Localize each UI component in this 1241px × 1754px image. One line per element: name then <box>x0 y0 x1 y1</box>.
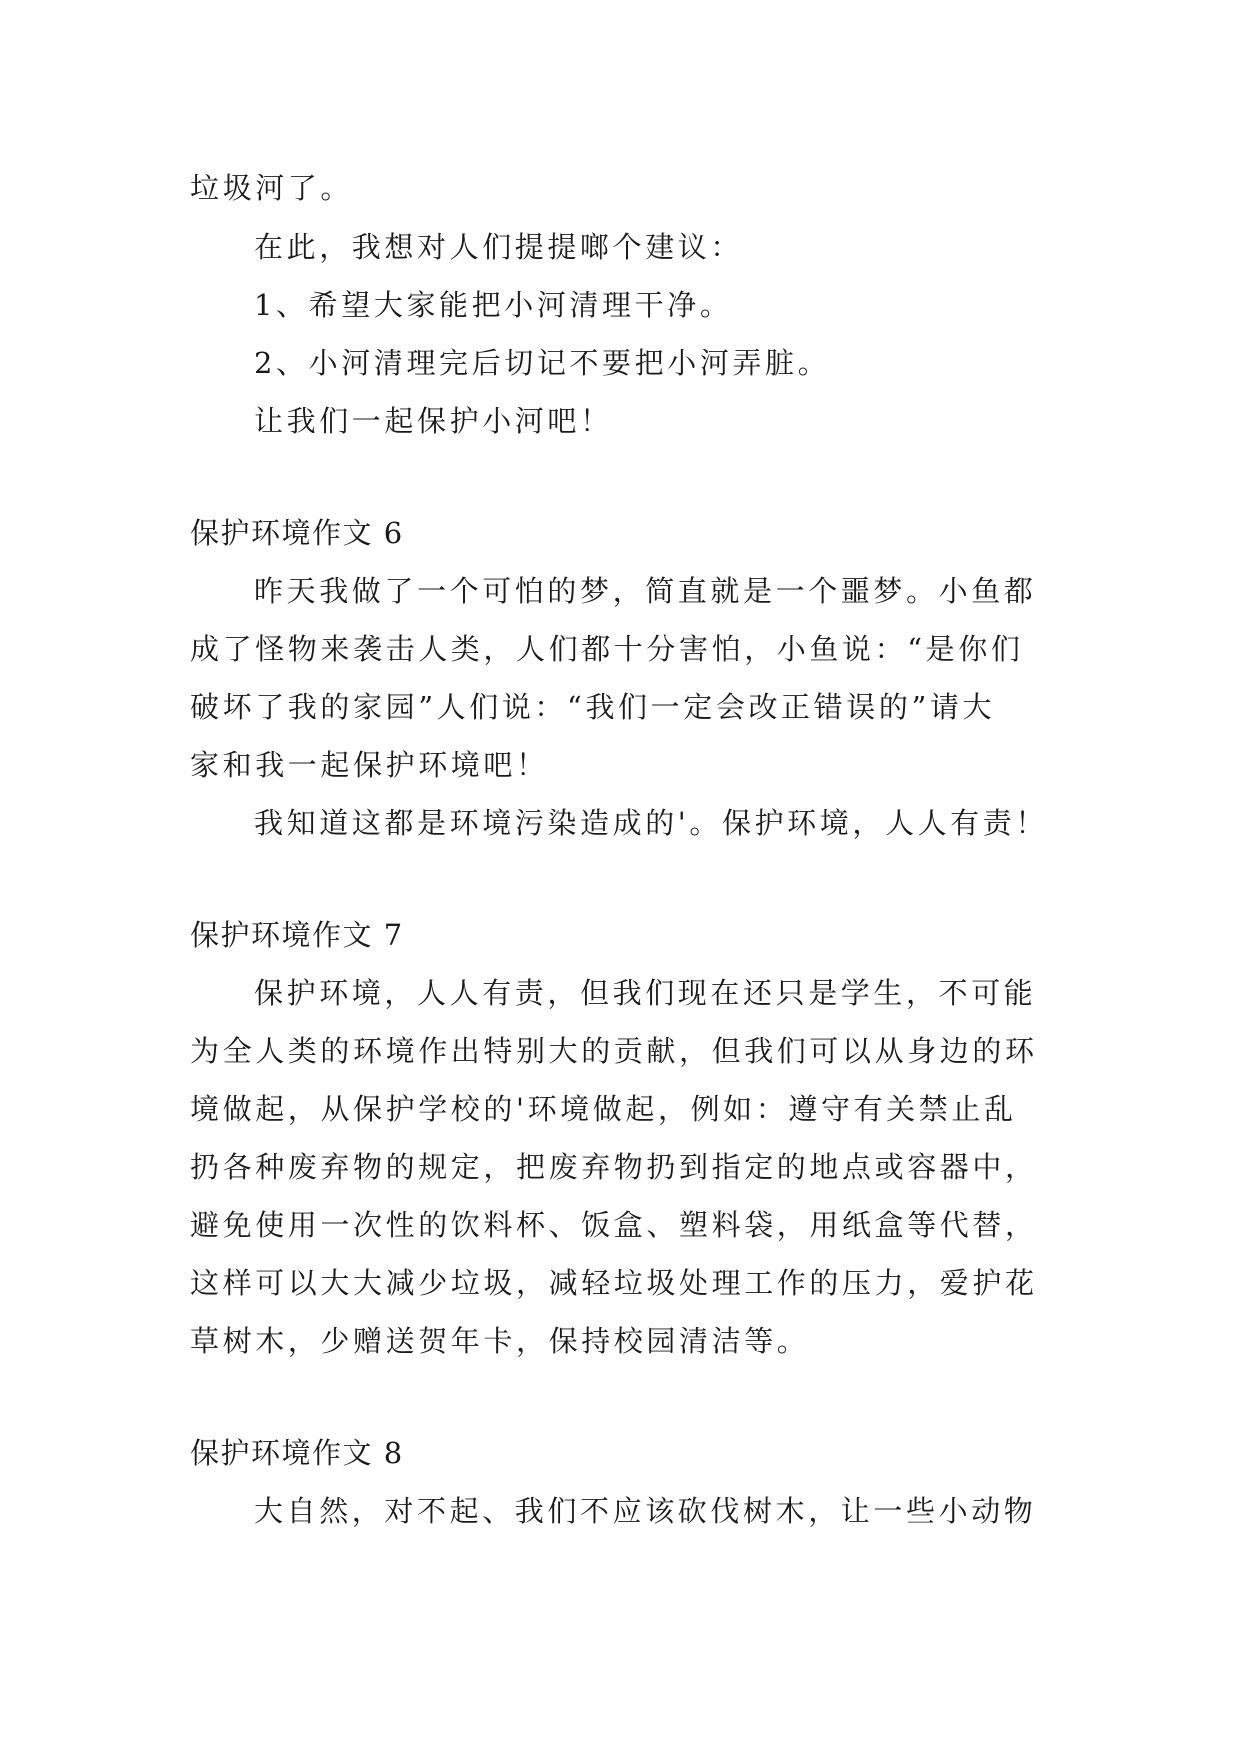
section6-line: 我知道这都是环境污染造成的'。保护环境，人人有责！ <box>254 806 1048 840</box>
section7-line: 境做起，从保护学校的'环境做起，例如：遵守有关禁止乱 <box>190 1092 1017 1126</box>
continuation-line: 垃圾河了。 <box>190 171 354 205</box>
section6-line: 家和我一起保护环境吧！ <box>190 748 549 782</box>
section8-line: 大自然，对不起、我们不应该砍伐树木，让一些小动物 <box>254 1494 1037 1528</box>
section7-line: 这样可以大大减少垃圾，减轻垃圾处理工作的压力，爱护花 <box>190 1266 1038 1300</box>
section6-line: 成了怪物来袭击人类，人们都十分害怕，小鱼说：“是你们 <box>190 632 1024 666</box>
section-heading-8: 保护环境作文 8 <box>190 1436 404 1470</box>
paragraph-suggestion-2: 2、小河清理完后切记不要把小河弄脏。 <box>254 346 831 380</box>
section-heading-6: 保护环境作文 6 <box>190 516 404 550</box>
paragraph-closing: 让我们一起保护小河吧！ <box>254 404 613 438</box>
section7-line: 保护环境，人人有责，但我们现在还只是学生，不可能 <box>254 976 1037 1010</box>
section7-line: 为全人类的环境作出特别大的贡献，但我们可以从身边的环 <box>190 1034 1038 1068</box>
section-heading-7: 保护环境作文 7 <box>190 918 404 952</box>
section7-line: 草树木，少赠送贺年卡，保持校园清洁等。 <box>190 1324 810 1358</box>
paragraph-suggestion-intro: 在此，我想对人们提提啷个建议： <box>254 230 744 264</box>
section7-line: 避免使用一次性的饮料杯、饭盒、塑料袋，用纸盒等代替， <box>190 1208 1038 1242</box>
section7-line: 扔各种废弃物的规定，把废弃物扔到指定的地点或容器中， <box>190 1150 1038 1184</box>
section6-line: 昨天我做了一个可怕的梦，简直就是一个噩梦。小鱼都 <box>254 574 1037 608</box>
paragraph-suggestion-1: 1、希望大家能把小河清理干净。 <box>254 288 733 322</box>
section6-line: 破坏了我的家园”人们说：“我们一定会改正错误的”请大 <box>190 690 996 724</box>
